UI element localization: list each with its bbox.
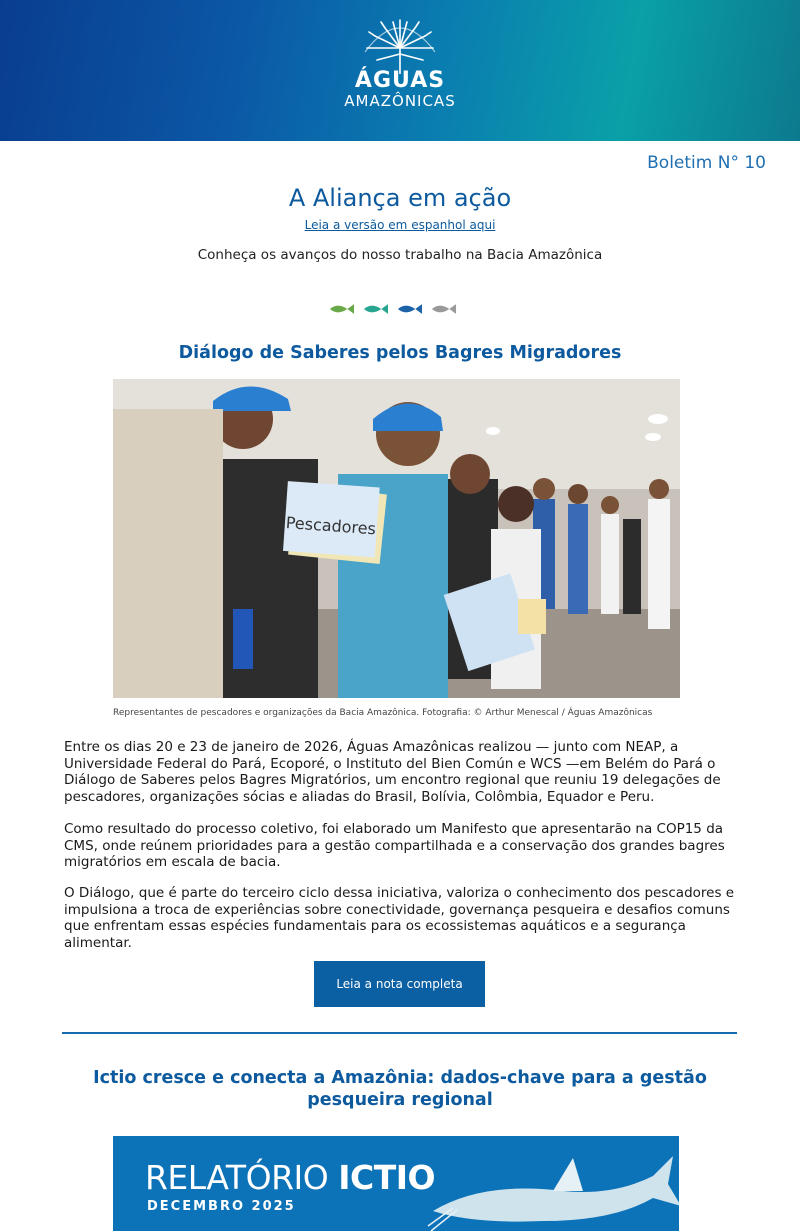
fish-teal-icon [362, 302, 389, 316]
logo-line-2: AMAZÔNICAS [344, 92, 456, 110]
spanish-version-link[interactable]: Leia a versão em espanhol aqui [304, 218, 496, 232]
tree-logo-icon [355, 18, 445, 74]
photo-sign-text: Pescadores [285, 513, 377, 539]
article-paragraph: Entre os dias 20 e 23 de janeiro de 2026, Águas Amazônicas realizou — junto com NEAP, a Universidade Federal do Pará, Ecoporé, o Instituto del Bien Común e WCS —em Belém do Pará o Diálogo de Saberes pelos Bagres Migratórios, um encontro regional que reuniu 19 delegações de pescadores, organizações sócias e aliadas do Brasil, Bolívia, Colômbia, Equador e Peru. [64, 739, 721, 805]
fish-blue-icon [396, 302, 423, 316]
section-divider [62, 1032, 737, 1034]
banner-date: DECEMBRO 2025 [147, 1199, 296, 1214]
banner-title-light: RELATÓRIO [145, 1158, 339, 1197]
photo-caption: Representantes de pescadores e organizações da Bacia Amazônica. Fotografia: © Arthur Menescal / Águas Amazônicas [113, 708, 653, 718]
logo-line-1: ÁGUAS [354, 68, 446, 93]
fish-gray-icon [430, 302, 457, 316]
fish-divider [328, 302, 458, 318]
article-photo[interactable] [113, 379, 680, 698]
page-subtitle: Conheça os avanços do nosso trabalho na Bacia Amazônica [197, 247, 603, 263]
fish-green-icon [328, 302, 355, 316]
catfish-illustration-icon [423, 1136, 679, 1231]
aguas-amazonicas-logo[interactable] [330, 18, 470, 118]
photo-illustration [113, 379, 680, 698]
section-title-ictio: Ictio cresce e conecta a Amazônia: dados-chave para a gestão pesqueira regional [93, 1068, 707, 1110]
banner-title [145, 1160, 435, 1196]
article-paragraph: O Diálogo, que é parte do terceiro ciclo dessa iniciativa, valoriza o conhecimento dos pescadores e impulsiona a troca de experiências sobre conectividade, governança pesqueira e desafios comuns que enfrentam essas espécies fundamentais para os ecossistemas aquáticos e a segurança alimentar. [64, 885, 735, 951]
bulletin-number: Boletim N° 10 [647, 153, 766, 173]
page-title: A Aliança em ação [288, 184, 512, 212]
section-title-dialogo: Diálogo de Saberes pelos Bagres Migradores [178, 343, 622, 363]
ictio-report-banner[interactable] [113, 1136, 679, 1231]
banner-title-bold: ICTIO [338, 1158, 436, 1197]
header-banner [0, 0, 800, 141]
read-full-note-button[interactable]: Leia a nota completa [314, 961, 485, 1007]
article-paragraph: Como resultado do processo coletivo, foi elaborado um Manifesto que apresentarão na COP15 da CMS, onde reúnem prioridades para a gestão compartilhada e a conservação dos grandes bagres migratórios em escala de bacia. [64, 821, 725, 870]
